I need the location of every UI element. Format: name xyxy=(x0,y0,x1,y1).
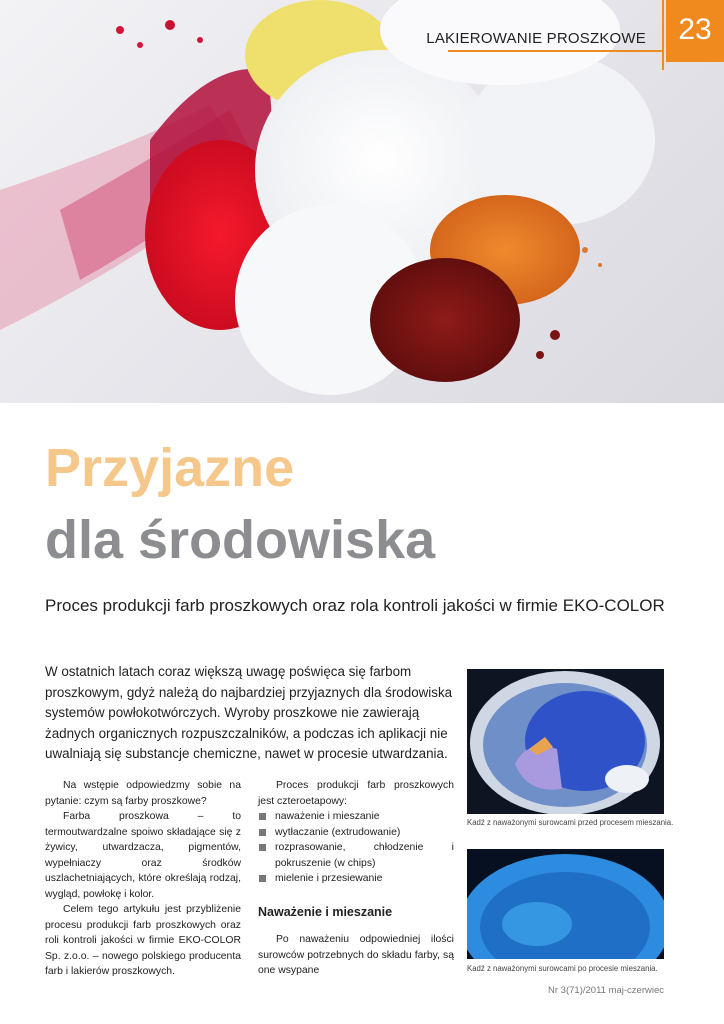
lead-paragraph: W ostatnich latach coraz większą uwagę poświęca się farbom proszkowym, gdyż należą do najbardziej przyjaznych dla środowiska systemów powłokotwórczych. Wyroby proszkowe nie zawierają żadnych organicznych rozpuszczalników, a podczas ich aplikacji nie uwalniają się substancje chemiczne, nawet w procesie utwardzania. xyxy=(45,664,453,761)
article-title-line2: dla środowiska xyxy=(45,510,436,570)
bullet-square-icon xyxy=(259,829,266,836)
bullet-square-icon xyxy=(259,844,266,851)
mixing-vat-before-photo xyxy=(467,669,664,814)
issue-footer: Nr 3(71)/2011 maj-czerwiec xyxy=(548,985,664,996)
section-label: LAKIEROWANIE PROSZKOWE xyxy=(426,30,646,47)
list-item-text: mielenie i przesiewanie xyxy=(275,873,383,884)
text-column-1 xyxy=(45,778,241,980)
article-title-line1: Przyjazne xyxy=(45,438,295,498)
header-rule xyxy=(448,50,662,52)
bullet-square-icon xyxy=(259,813,266,820)
paragraph: Celem tego artykułu jest przybliżenie procesu produkcji farb proszkowych oraz roli kontroli jakości w firmie EKO-COLOR Sp. z.o.o. – nowego polskiego producenta farb i lakierów proszkowych. xyxy=(45,904,241,977)
mixing-vat-after-photo xyxy=(467,849,664,959)
bullet-square-icon xyxy=(259,875,266,882)
header-vertical-rule xyxy=(662,0,664,70)
section-heading: Naważenie i mieszanie xyxy=(258,904,393,919)
list-item xyxy=(258,871,454,887)
article-subtitle: Proces produkcji farb proszkowych oraz rola kontroli jakości w firmie EKO-COLOR xyxy=(45,596,665,615)
paragraph: Farba proszkowa – to termoutwardzalne spoiwo składające się z żywicy, utwardzacza, pigmentów, wypełniaczy oraz środków uszlachetniających, które określają rodzaj, wygląd, powłokę i kolor. xyxy=(45,811,241,900)
process-steps-list xyxy=(258,809,454,887)
page-number: 23 xyxy=(666,0,724,62)
figure-caption-1: Kadź z naważonymi surowcami przed procesem mieszania. xyxy=(467,818,674,827)
list-item xyxy=(258,825,454,841)
text-column-2 xyxy=(258,778,454,979)
figure-caption-2: Kadź z naważonymi surowcami po procesie mieszania. xyxy=(467,964,658,973)
list-item-text: naważenie i mieszanie xyxy=(275,811,380,822)
list-item xyxy=(258,840,454,871)
paragraph: Po naważeniu odpowiedniej ilości surowców potrzebnych do składu farby, są one wsypane xyxy=(258,934,454,976)
paragraph: Proces produkcji farb proszkowych jest czteroetapowy: xyxy=(258,780,454,807)
list-item-text: wytłaczanie (extrudowanie) xyxy=(275,826,401,838)
list-item-text: rozprasowanie, chłodzenie i pokruszenie (w chips) xyxy=(275,842,454,869)
powder-pigments-photo xyxy=(0,0,724,403)
list-item xyxy=(258,809,454,825)
paragraph: Na wstępie odpowiedzmy sobie na pytanie: czym są farby proszkowe? xyxy=(45,780,241,807)
hero-image xyxy=(0,0,724,403)
